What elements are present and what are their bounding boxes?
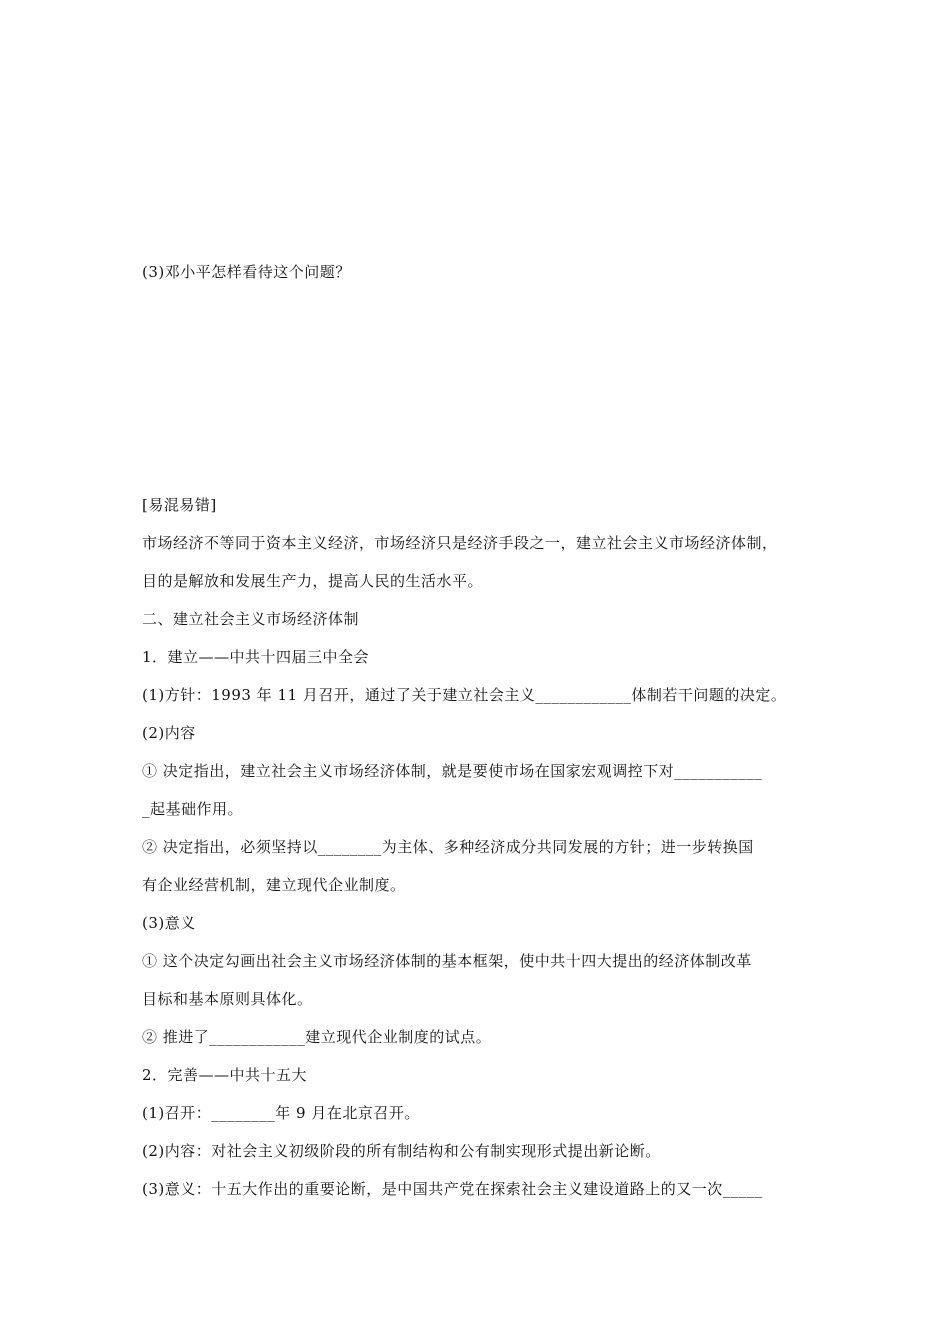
section-label-confusion: [易混易错] xyxy=(142,496,217,514)
content-point-1: ① 决定指出，建立社会主义市场经济体制，就是要使市场在国家宏观调控下对___________ xyxy=(142,762,763,780)
paragraph-line: 目的是解放和发展生产力，提高人民的生活水平。 xyxy=(142,572,484,590)
item-2-content: (2)内容 xyxy=(142,724,196,742)
content-point-2: ② 决定指出，必须坚持以________为主体、多种经济成分共同发展的方针；进一步转换国 xyxy=(142,838,754,856)
significance-point-1-cont: 目标和基本原则具体化。 xyxy=(142,990,313,1008)
content-point-1-cont: _起基础作用。 xyxy=(142,800,244,818)
subheading-2: 2．完善——中共十五大 xyxy=(142,1066,308,1084)
item-2-content-15th: (2)内容：对社会主义初级阶段的所有制结构和公有制实现形式提出新论断。 xyxy=(142,1142,661,1160)
item-3-significance: (3)意义 xyxy=(142,914,196,932)
section-heading: 二、建立社会主义市场经济体制 xyxy=(142,610,360,628)
subheading-1: 1．建立——中共十四届三中全会 xyxy=(142,648,370,666)
item-1-convening: (1)召开：________年 9 月在北京召开。 xyxy=(142,1104,420,1122)
question-3: (3)邓小平怎样看待这个问题？ xyxy=(142,263,351,281)
content-point-2-cont: 有企业经营机制，建立现代企业制度。 xyxy=(142,876,406,894)
significance-point-2: ② 推进了____________建立现代企业制度的试点。 xyxy=(142,1028,492,1046)
item-1-policy: (1)方针：1993 年 11 月召开，通过了关于建立社会主义____________体制若干问题的决定。 xyxy=(142,686,787,704)
item-3-significance-15th: (3)意义：十五大作出的重要论断，是中国共产党在探索社会主义建设道路上的又一次_____ xyxy=(142,1180,763,1198)
paragraph-line: 市场经济不等同于资本主义经济，市场经济只是经济手段之一，建立社会主义市场经济体制， xyxy=(142,534,778,552)
significance-point-1: ① 这个决定勾画出社会主义市场经济体制的基本框架，使中共十四大提出的经济体制改革 xyxy=(142,952,752,970)
